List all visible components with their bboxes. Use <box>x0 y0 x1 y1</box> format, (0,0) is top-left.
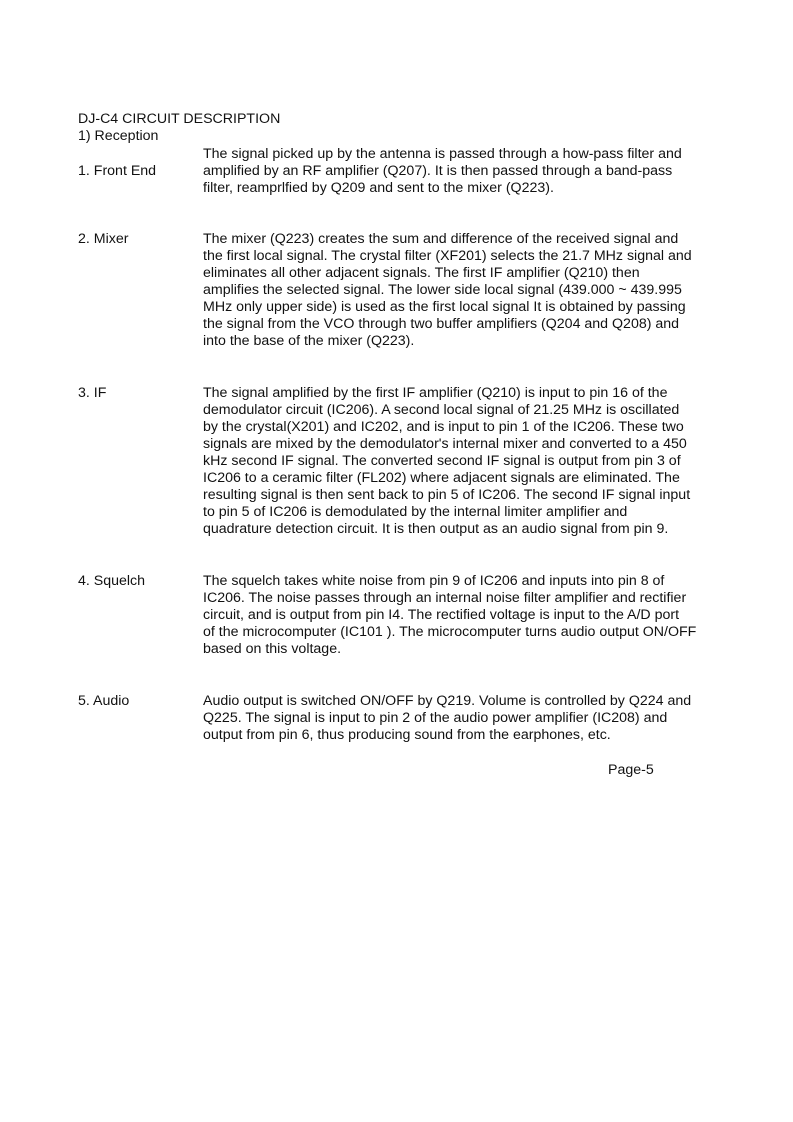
body-line: kHz second IF signal. The converted second IF signal is output from pin 3 of <box>203 453 681 469</box>
body-line: IC206. The noise passes through an internal noise filter amplifier and rectifier <box>203 590 687 606</box>
body-line: into the base of the mixer (Q223). <box>203 333 415 349</box>
document-subtitle: 1) Reception <box>78 128 159 144</box>
body-line: quadrature detection circuit. It is then output as an audio signal from pin 9. <box>203 521 669 537</box>
body-line: IC206 to a ceramic filter (FL202) where adjacent signals are eliminated. The <box>203 470 680 486</box>
section-body <box>203 146 728 197</box>
body-line: signals are mixed by the demodulator's internal mixer and converted to a 450 <box>203 436 687 452</box>
body-line: filter, reamprlfied by Q209 and sent to the mixer (Q223). <box>203 180 554 196</box>
body-line: demodulator circuit (IC206). A second local signal of 21.25 MHz is oscillated <box>203 402 680 418</box>
body-line: The signal amplified by the first IF amplifier (Q210) is input to pin 16 of the <box>203 385 668 401</box>
body-line: the signal from the VCO through two buffer amplifiers (Q204 and Q208) and <box>203 316 680 332</box>
body-line: MHz only upper side) is used as the first local signal It is obtained by passing <box>203 299 686 315</box>
body-line: resulting signal is then sent back to pin 5 of IC206. The second IF signal input <box>203 487 691 503</box>
body-line: based on this voltage. <box>203 641 342 657</box>
section-label: 2. Mixer <box>78 231 129 247</box>
document-title: DJ-C4 CIRCUIT DESCRIPTION <box>78 111 281 127</box>
body-line: circuit, and is output from pin I4. The rectified voltage is input to the A/D port <box>203 607 680 623</box>
body-line: The mixer (Q223) creates the sum and difference of the received signal and <box>203 231 679 247</box>
body-line: output from pin 6, thus producing sound from the earphones, etc. <box>203 727 611 743</box>
section-label: 4. Squelch <box>78 573 146 589</box>
section-body <box>203 693 728 744</box>
page-number: Page-5 <box>608 762 654 778</box>
section-body <box>203 385 728 538</box>
section-label: 3. IF <box>78 385 107 401</box>
section-body <box>203 573 728 658</box>
section-label: 1. Front End <box>78 163 157 179</box>
body-line: to pin 5 of IC206 is demodulated by the internal limiter amplifier and <box>203 504 628 520</box>
body-line: The signal picked up by the antenna is passed through a how-pass filter and <box>203 146 682 162</box>
section-label: 5. Audio <box>78 693 130 709</box>
body-line: the first local signal. The crystal filter (XF201) selects the 21.7 MHz signal and <box>203 248 692 264</box>
body-line: eliminates all other adjacent signals. The first IF amplifier (Q210) then <box>203 265 640 281</box>
section-body <box>203 231 728 350</box>
body-line: of the microcomputer (IC101 ). The microcomputer turns audio output ON/OFF <box>203 624 697 640</box>
body-line: by the crystal(X201) and IC202, and is input to pin 1 of the IC206. These two <box>203 419 684 435</box>
body-line: amplifies the selected signal. The lower side local signal (439.000 ~ 439.995 <box>203 282 682 298</box>
body-line: Audio output is switched ON/OFF by Q219. Volume is controlled by Q224 and <box>203 693 692 709</box>
body-line: Q225. The signal is input to pin 2 of the audio power amplifier (IC208) and <box>203 710 668 726</box>
body-line: amplified by an RF amplifier (Q207). It is then passed through a band-pass <box>203 163 673 179</box>
body-line: The squelch takes white noise from pin 9 of IC206 and inputs into pin 8 of <box>203 573 665 589</box>
